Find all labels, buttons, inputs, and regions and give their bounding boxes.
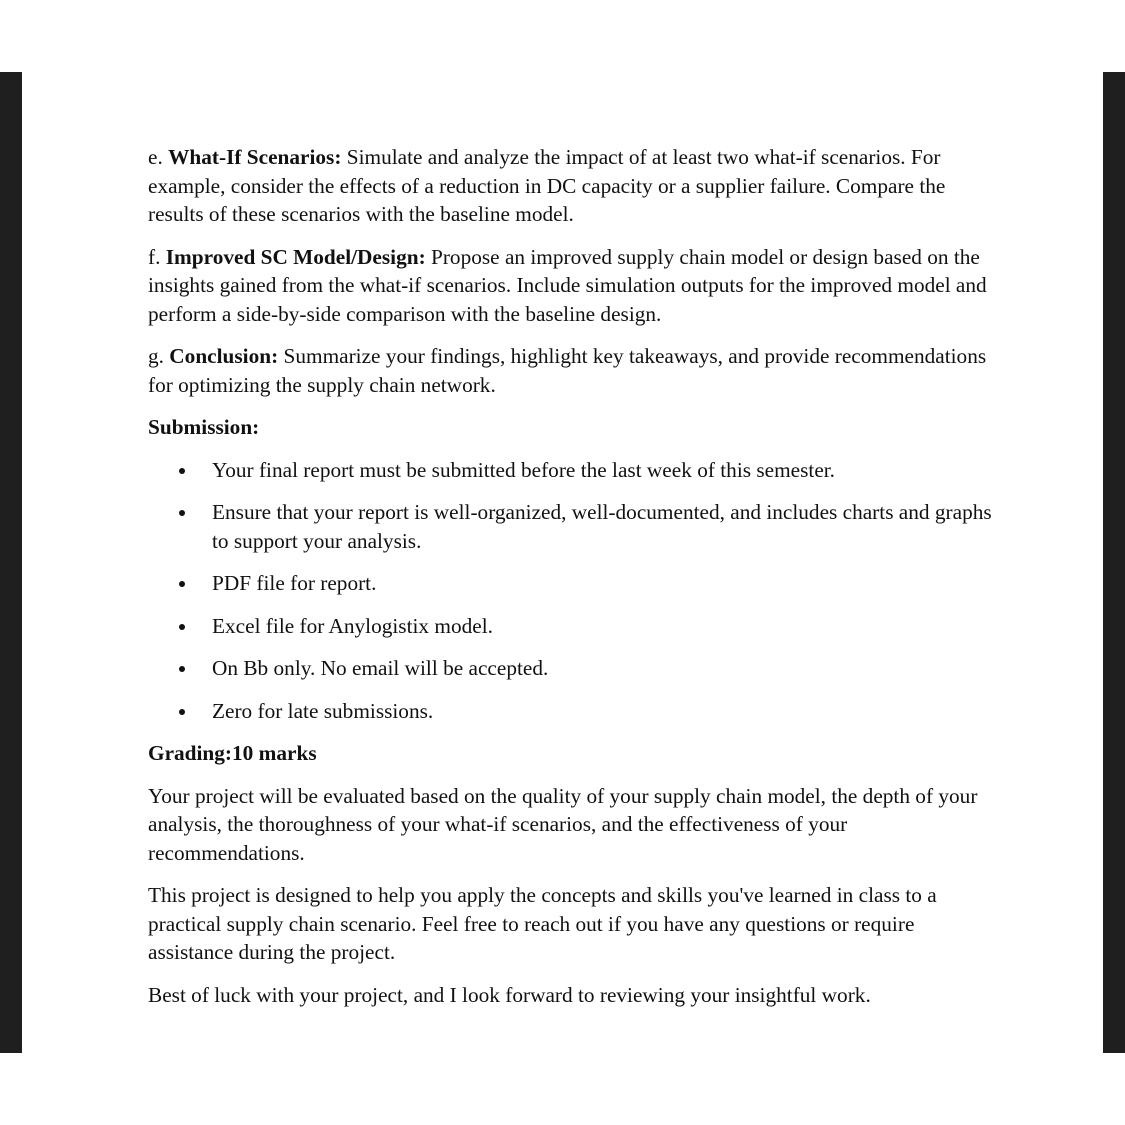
list-item-text: Your final report must be submitted before the last week of this semester.	[212, 457, 836, 482]
section-e-title: What-If Scenarios:	[168, 145, 342, 169]
list-item-text: Excel file for Anylogistix model.	[212, 613, 493, 638]
bullet-icon	[179, 624, 185, 630]
section-f-prefix: f.	[148, 244, 166, 269]
list-item	[148, 612, 998, 641]
list-item	[148, 569, 998, 598]
bullet-icon	[179, 468, 185, 474]
list-item	[148, 498, 998, 555]
bullet-icon	[179, 666, 185, 672]
section-g-body: Summarize your findings, highlight key takeaways, and provide recommendations for optimizing the supply chain network.	[148, 344, 987, 397]
section-e	[148, 143, 998, 229]
list-item	[148, 654, 998, 683]
left-border-bar	[0, 72, 22, 1053]
grading-paragraph: Your project will be evaluated based on the quality of your supply chain model, the depth of your analysis, the thoroughness of your what-if scenarios, and the effectiveness of your recommendations.	[148, 783, 978, 865]
section-g	[148, 342, 998, 399]
submission-list	[148, 456, 998, 726]
section-g-title: Conclusion:	[169, 344, 279, 368]
section-e-prefix: e.	[148, 145, 169, 169]
section-f-body: Propose an improved supply chain model or design based on the insights gained from the what-if scenarios. Include simulation outputs for the improved model and perform a side-by-side comparison with the baseline design.	[148, 244, 987, 326]
project-purpose-paragraph: This project is designed to help you apply the concepts and skills you've learned in class to a practical supply chain scenario. Feel free to reach out if you have any questions or require assistance during the project.	[148, 883, 937, 964]
bullet-icon	[179, 581, 185, 587]
right-border-bar	[1103, 72, 1125, 1053]
list-item-text: PDF file for report.	[212, 571, 377, 595]
document-body	[148, 143, 998, 1023]
submission-heading: Submission:	[148, 415, 260, 439]
list-item-text: On Bb only. No email will be accepted.	[212, 656, 549, 680]
section-e-body: Simulate and analyze the impact of at least two what-if scenarios. For example, consider the effects of a reduction in DC capacity or a supplier failure. Compare the results of these scenarios with the baseline model.	[148, 145, 946, 226]
grading-heading: Grading:10 marks	[148, 741, 317, 765]
closing-paragraph: Best of luck with your project, and I look forward to reviewing your insightful work.	[148, 982, 871, 1007]
list-item	[148, 697, 998, 726]
section-g-prefix: g.	[148, 344, 170, 368]
section-f-title: Improved SC Model/Design:	[165, 244, 426, 269]
list-item-text: Zero for late submissions.	[212, 698, 434, 723]
bullet-icon	[179, 709, 185, 715]
list-item	[148, 456, 998, 485]
bullet-icon	[179, 510, 185, 516]
section-f	[148, 243, 998, 329]
list-item-text: Ensure that your report is well-organized, well-documented, and includes charts and graphs to support your analysis.	[212, 500, 992, 553]
